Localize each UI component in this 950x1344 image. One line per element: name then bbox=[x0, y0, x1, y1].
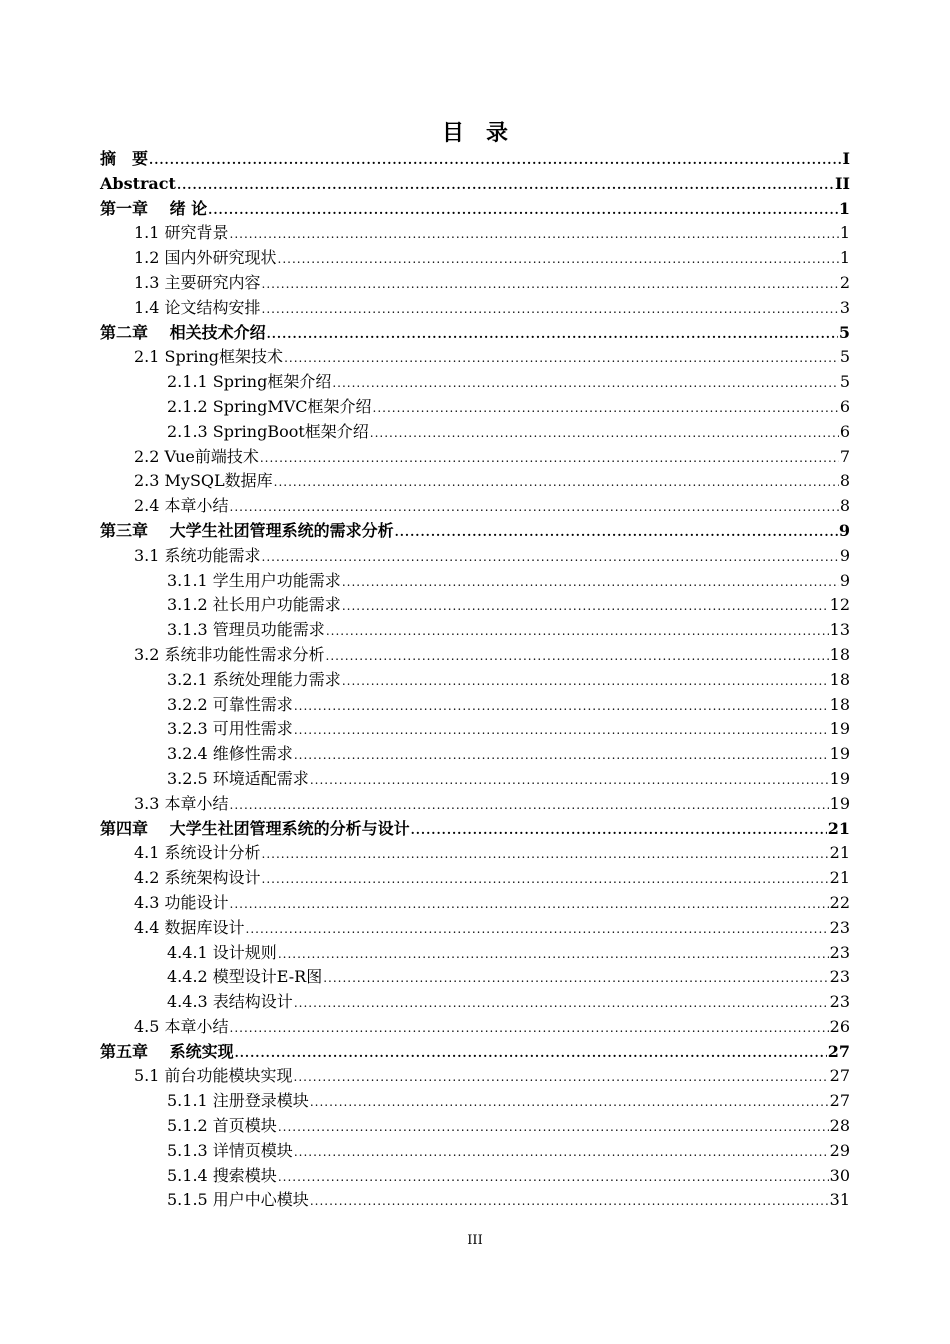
toc-entry-page: 19 bbox=[829, 768, 850, 788]
toc-entry-label: Abstract bbox=[100, 173, 176, 193]
toc-entry-page: 23 bbox=[829, 967, 850, 987]
toc-leader-dots bbox=[262, 545, 839, 570]
toc-entry-page: 6 bbox=[839, 396, 850, 416]
toc-entry[interactable] bbox=[100, 618, 850, 643]
toc-entry-page: 6 bbox=[839, 421, 850, 441]
toc-entry[interactable] bbox=[100, 296, 850, 321]
toc-entry[interactable] bbox=[100, 841, 850, 866]
toc-entry[interactable] bbox=[100, 1040, 850, 1065]
toc-entry-label: 4.4 数据库设计 bbox=[134, 917, 245, 937]
toc-leader-dots bbox=[278, 247, 839, 272]
toc-entry[interactable] bbox=[100, 345, 850, 370]
toc-leader-dots bbox=[310, 1090, 829, 1115]
toc-entry-page: 23 bbox=[829, 942, 850, 962]
toc-leader-dots bbox=[370, 421, 839, 446]
toc-leader-dots bbox=[235, 1041, 827, 1066]
toc-entry[interactable] bbox=[100, 693, 850, 718]
toc-entry[interactable] bbox=[100, 817, 850, 842]
toc-entry-page: 23 bbox=[829, 917, 850, 937]
toc-entry[interactable] bbox=[100, 147, 850, 172]
toc-entry[interactable] bbox=[100, 643, 850, 668]
toc-leader-dots bbox=[267, 322, 838, 347]
toc-leader-dots bbox=[278, 942, 829, 967]
toc-entry-page: 27 bbox=[829, 1091, 850, 1111]
toc-leader-dots bbox=[230, 793, 829, 818]
toc-entry-label: 第三章 大学生社团管理系统的需求分析 bbox=[100, 520, 394, 540]
toc-entry-page: 3 bbox=[839, 297, 850, 317]
toc-entry-label: 5.1.3 详情页模块 bbox=[167, 1140, 293, 1160]
toc-leader-dots bbox=[342, 594, 829, 619]
toc-entry-label: 3.1.3 管理员功能需求 bbox=[167, 620, 325, 640]
toc-entry-page: 9 bbox=[839, 545, 850, 565]
toc-entry-label: 2.1.3 SpringBoot框架介绍 bbox=[167, 421, 369, 441]
toc-entry-label: 2.4 本章小结 bbox=[134, 496, 229, 516]
toc-leader-dots bbox=[342, 669, 829, 694]
toc-entry-label: 摘 要 bbox=[100, 149, 149, 168]
toc-title: 目 录 bbox=[441, 120, 508, 146]
toc-entry[interactable] bbox=[100, 1089, 850, 1114]
toc-entry-label: 第二章 相关技术介绍 bbox=[100, 322, 266, 342]
toc-leader-dots bbox=[278, 1115, 829, 1140]
toc-entry-page: 19 bbox=[829, 719, 850, 739]
toc-entry-page: 9 bbox=[838, 520, 850, 540]
toc-leader-dots bbox=[326, 619, 829, 644]
toc-entry[interactable] bbox=[100, 1164, 850, 1189]
page-number-footer: III bbox=[467, 1233, 483, 1248]
toc-leader-dots bbox=[395, 520, 838, 545]
toc-leader-dots bbox=[294, 718, 829, 743]
toc-leader-dots bbox=[262, 867, 829, 892]
toc-entry[interactable] bbox=[100, 742, 850, 767]
toc-entry[interactable] bbox=[100, 494, 850, 519]
toc-entry-label: 5.1.5 用户中心模块 bbox=[167, 1190, 309, 1210]
toc-entry-page: 23 bbox=[829, 992, 850, 1012]
toc-entry-page: 19 bbox=[829, 744, 850, 764]
toc-entry-page: 31 bbox=[829, 1190, 850, 1210]
toc-entry-label: 3.2.1 系统处理能力需求 bbox=[167, 669, 341, 689]
toc-leader-dots bbox=[294, 991, 829, 1016]
toc-entry[interactable] bbox=[100, 1139, 850, 1164]
toc-entry-label: 3.2 系统非功能性需求分析 bbox=[134, 644, 325, 664]
toc-leader-dots bbox=[262, 297, 839, 322]
toc-entry-label: 5.1 前台功能模块实现 bbox=[134, 1066, 293, 1086]
toc-leader-dots bbox=[323, 966, 828, 991]
toc-entry-label: 5.1.1 注册登录模块 bbox=[167, 1091, 309, 1111]
toc-entry-label: 第五章 系统实现 bbox=[100, 1041, 234, 1061]
toc-entry-page: 7 bbox=[839, 446, 850, 466]
toc-entry-label: 3.1 系统功能需求 bbox=[134, 545, 261, 565]
toc-entry[interactable] bbox=[100, 593, 850, 618]
toc-entry[interactable] bbox=[100, 1015, 850, 1040]
toc-entry-label: 4.1 系统设计分析 bbox=[134, 843, 261, 863]
toc-entry-label: 4.3 功能设计 bbox=[134, 892, 229, 912]
toc-entry-page: 12 bbox=[829, 595, 850, 615]
toc-entry[interactable] bbox=[100, 197, 850, 222]
toc-entry-label: 4.4.2 模型设计E-R图 bbox=[167, 967, 323, 987]
toc-entry-page: 21 bbox=[827, 818, 850, 838]
toc-entry-label: 2.1.2 SpringMVC框架介绍 bbox=[167, 396, 372, 416]
toc-leader-dots bbox=[294, 694, 829, 719]
toc-entry-label: 4.4.1 设计规则 bbox=[167, 942, 277, 962]
toc-entry[interactable] bbox=[100, 866, 850, 891]
toc-entry[interactable] bbox=[100, 544, 850, 569]
toc-entry-page: 1 bbox=[838, 198, 850, 218]
toc-entry-page: 21 bbox=[829, 868, 850, 888]
toc-leader-dots bbox=[149, 148, 841, 173]
toc-entry-page: 27 bbox=[827, 1041, 850, 1061]
toc-entry-page: 30 bbox=[829, 1165, 850, 1185]
toc-leader-dots bbox=[230, 222, 839, 247]
toc-leader-dots bbox=[310, 1189, 829, 1214]
toc-entry-label: 2.2 Vue前端技术 bbox=[134, 446, 259, 466]
toc-entry[interactable] bbox=[100, 395, 850, 420]
toc-entry-page: 5 bbox=[839, 347, 850, 367]
toc-entry-page: 1 bbox=[839, 248, 850, 268]
toc-entry[interactable] bbox=[100, 891, 850, 916]
toc-entry-page: 8 bbox=[839, 471, 850, 491]
toc-entry-page: 9 bbox=[839, 570, 850, 590]
toc-entry-page: 22 bbox=[829, 892, 850, 912]
toc-entry[interactable] bbox=[100, 246, 850, 271]
toc-entry-label: 1.4 论文结构安排 bbox=[134, 297, 261, 317]
toc-entry-page: 18 bbox=[829, 694, 850, 714]
toc-entry-label: 2.1.1 Spring框架介绍 bbox=[167, 372, 332, 392]
toc-entry-page: 21 bbox=[829, 843, 850, 863]
toc-entry-label: 3.2.2 可靠性需求 bbox=[167, 694, 293, 714]
toc-entry-page: 1 bbox=[839, 223, 850, 243]
toc-leader-dots bbox=[260, 446, 839, 471]
toc-entry-page: 27 bbox=[829, 1066, 850, 1086]
toc-entry-page: 18 bbox=[829, 669, 850, 689]
toc-leader-dots bbox=[326, 644, 829, 669]
toc-entry-page: 19 bbox=[829, 793, 850, 813]
toc-entry-page: 5 bbox=[838, 322, 850, 342]
toc-entry[interactable] bbox=[100, 420, 850, 445]
toc-entry-label: 2.3 MySQL数据库 bbox=[134, 471, 273, 491]
toc-entry-label: 第一章 绪 论 bbox=[100, 198, 208, 218]
toc-entry[interactable] bbox=[100, 1064, 850, 1089]
toc-entry[interactable] bbox=[100, 965, 850, 990]
toc-entry[interactable] bbox=[100, 990, 850, 1015]
toc-leader-dots bbox=[411, 818, 827, 843]
toc-entry-label: 1.2 国内外研究现状 bbox=[134, 248, 277, 268]
toc-entry[interactable] bbox=[100, 569, 850, 594]
toc-entry[interactable] bbox=[100, 1188, 850, 1213]
toc-entry[interactable] bbox=[100, 271, 850, 296]
toc-leader-dots bbox=[177, 173, 834, 198]
table-of-contents bbox=[100, 147, 850, 1213]
toc-entry-page: 26 bbox=[829, 1016, 850, 1036]
toc-leader-dots bbox=[294, 1140, 829, 1165]
toc-entry-label: 3.2.5 环境适配需求 bbox=[167, 768, 309, 788]
toc-entry-label: 4.2 系统架构设计 bbox=[134, 868, 261, 888]
toc-entry-page: 28 bbox=[829, 1116, 850, 1136]
toc-entry-page: 18 bbox=[829, 644, 850, 664]
toc-entry-page: 8 bbox=[839, 496, 850, 516]
toc-entry-page: II bbox=[835, 173, 850, 193]
toc-entry[interactable] bbox=[100, 1114, 850, 1139]
toc-entry-label: 3.2.3 可用性需求 bbox=[167, 719, 293, 739]
toc-entry-label: 第四章 大学生社团管理系统的分析与设计 bbox=[100, 818, 410, 838]
toc-entry-label: 5.1.4 搜索模块 bbox=[167, 1165, 277, 1185]
toc-entry[interactable] bbox=[100, 445, 850, 470]
toc-entry[interactable] bbox=[100, 469, 850, 494]
toc-leader-dots bbox=[262, 272, 839, 297]
toc-entry[interactable] bbox=[100, 519, 850, 544]
toc-leader-dots bbox=[373, 396, 839, 421]
toc-leader-dots bbox=[230, 495, 839, 520]
toc-leader-dots bbox=[230, 892, 829, 917]
toc-entry-label: 2.1 Spring框架技术 bbox=[134, 347, 284, 367]
toc-entry-label: 4.4.3 表结构设计 bbox=[167, 992, 293, 1012]
toc-entry[interactable] bbox=[100, 172, 850, 197]
toc-leader-dots bbox=[332, 371, 838, 396]
toc-leader-dots bbox=[310, 768, 829, 793]
toc-entry-page: 2 bbox=[839, 272, 850, 292]
toc-entry[interactable] bbox=[100, 767, 850, 792]
toc-entry-label: 3.2.4 维修性需求 bbox=[167, 744, 293, 764]
toc-leader-dots bbox=[342, 570, 839, 595]
toc-entry-label: 3.3 本章小结 bbox=[134, 793, 229, 813]
toc-entry-page: 13 bbox=[829, 620, 850, 640]
toc-leader-dots bbox=[262, 842, 829, 867]
toc-leader-dots bbox=[284, 346, 839, 371]
toc-leader-dots bbox=[208, 198, 838, 223]
toc-leader-dots bbox=[294, 743, 829, 768]
toc-entry[interactable] bbox=[100, 668, 850, 693]
toc-entry[interactable] bbox=[100, 941, 850, 966]
toc-entry[interactable] bbox=[100, 321, 850, 346]
toc-entry[interactable] bbox=[100, 717, 850, 742]
toc-entry-page: 5 bbox=[839, 372, 850, 392]
toc-entry-label: 1.1 研究背景 bbox=[134, 223, 229, 243]
toc-entry-page: 29 bbox=[829, 1140, 850, 1160]
toc-leader-dots bbox=[246, 917, 829, 942]
toc-entry-label: 5.1.2 首页模块 bbox=[167, 1116, 277, 1136]
toc-entry-label: 3.1.2 社长用户功能需求 bbox=[167, 595, 341, 615]
toc-entry-label: 4.5 本章小结 bbox=[134, 1016, 229, 1036]
toc-leader-dots bbox=[294, 1065, 829, 1090]
toc-entry-page: I bbox=[842, 149, 850, 168]
toc-leader-dots bbox=[230, 1016, 829, 1041]
toc-entry-label: 1.3 主要研究内容 bbox=[134, 272, 261, 292]
toc-entry-label: 3.1.1 学生用户功能需求 bbox=[167, 570, 341, 590]
toc-leader-dots bbox=[274, 470, 839, 495]
toc-entry[interactable] bbox=[100, 916, 850, 941]
toc-entry[interactable] bbox=[100, 370, 850, 395]
toc-entry[interactable] bbox=[100, 221, 850, 246]
toc-leader-dots bbox=[278, 1165, 829, 1190]
toc-entry[interactable] bbox=[100, 792, 850, 817]
